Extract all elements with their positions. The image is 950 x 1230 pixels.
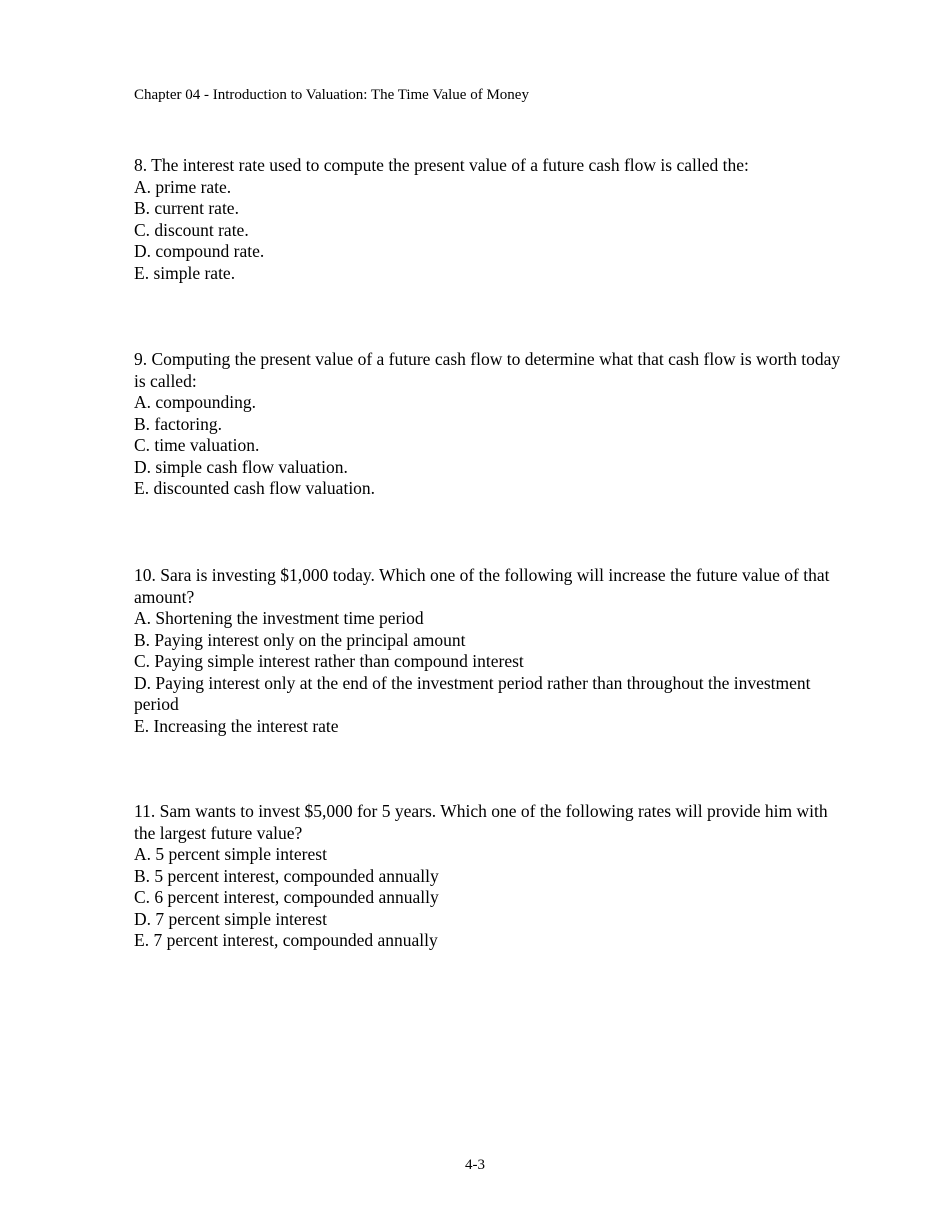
answer-option-d: D. simple cash flow valuation. — [134, 456, 348, 477]
answer-option-a: A. 5 percent simple interest — [134, 844, 327, 864]
answer-option-e: E. Increasing the interest rate — [134, 715, 339, 736]
question-9 — [134, 349, 850, 500]
answer-option-b: B. current rate. — [134, 198, 239, 218]
answer-option-b: B. 5 percent interest, compounded annually — [134, 865, 439, 886]
question-stem: 8. The interest rate used to compute the present value of a future cash flow is called the: — [134, 155, 749, 175]
answer-option-c: C. discount rate. — [134, 219, 249, 240]
question-stem: 10. Sara is investing $1,000 today. Which one of the following will increase the future value of that amount? — [134, 565, 830, 607]
answer-option-d: D. compound rate. — [134, 241, 265, 261]
answer-option-b: B. factoring. — [134, 413, 222, 434]
question-stem: 9. Computing the present value of a future cash flow to determine what that cash flow is worth today is called: — [134, 349, 841, 391]
answer-option-c: C. Paying simple interest rather than compound interest — [134, 651, 524, 671]
answer-option-d: D. 7 percent simple interest — [134, 908, 327, 929]
answer-option-e: E. discounted cash flow valuation. — [134, 478, 376, 498]
answer-option-a: A. prime rate. — [134, 176, 232, 197]
answer-option-e: E. 7 percent interest, compounded annually — [134, 930, 438, 950]
page-number: 4-3 — [465, 1157, 485, 1173]
answer-option-c: C. time valuation. — [134, 435, 260, 455]
answer-option-a: A. Shortening the investment time period — [134, 608, 424, 628]
running-header: Chapter 04 - Introduction to Valuation: The Time Value of Money — [134, 87, 529, 103]
answer-option-d: D. Paying interest only at the end of the investment period rather than throughout the investment period — [134, 672, 811, 714]
answer-option-e: E. simple rate. — [134, 262, 236, 283]
answer-option-c: C. 6 percent interest, compounded annually — [134, 887, 439, 907]
question-11 — [134, 801, 850, 952]
question-8 — [134, 155, 850, 284]
question-10 — [134, 565, 850, 737]
answer-option-b: B. Paying interest only on the principal amount — [134, 629, 466, 650]
answer-option-a: A. compounding. — [134, 392, 257, 412]
question-stem: 11. Sam wants to invest $5,000 for 5 years. Which one of the following rates will provide him with the largest future value? — [134, 801, 828, 843]
